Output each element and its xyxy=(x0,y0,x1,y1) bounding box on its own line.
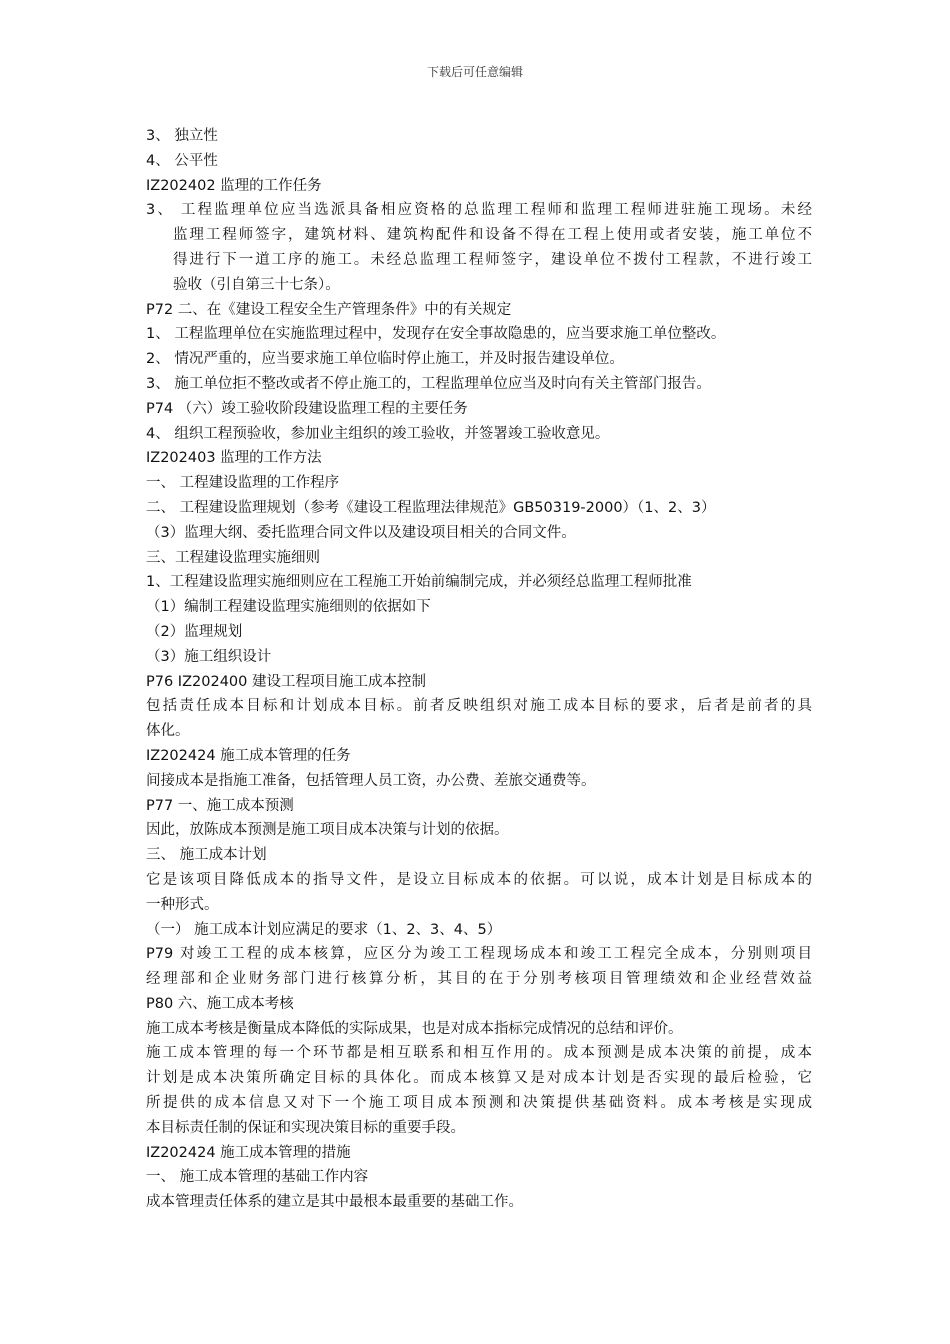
text-line: 一、 工程建设监理的工作程序 xyxy=(146,475,340,492)
text-line: P77 一、施工成本预测 xyxy=(146,797,294,814)
text-line: 本目标责任制的保证和实现决策目标的重要手段。 xyxy=(146,1119,465,1136)
text-line: （2）监理规划 xyxy=(146,623,243,640)
text-line: 一种形式。 xyxy=(146,896,219,913)
text-line: P76 IZ202400 建设工程项目施工成本控制 xyxy=(146,673,426,690)
page-header: 下载后可任意编辑 xyxy=(426,65,523,79)
text-line: P72 二、在《建设工程安全生产管理条件》中的有关规定 xyxy=(146,301,512,318)
text-line: 3、 工程监理单位应当选派具备相应资格的总监理工程师和监理工程师进驻施工现场。未经 xyxy=(146,202,812,219)
text-line: 4、 组织工程预验收，参加业主组织的竣工验收，并签署竣工验收意见。 xyxy=(146,425,610,442)
text-line: 1、 工程监理单位在实施监理过程中，发现存在安全事故隐患的，应当要求施工单位整改。 xyxy=(146,326,726,343)
text-line: 经理部和企业财务部门进行核算分析，其目的在于分别考核项目管理绩效和企业经营效益 xyxy=(146,971,812,988)
text-line: 因此，放陈成本预测是施工项目成本决策与计划的依据。 xyxy=(146,822,509,839)
text-line: P80 六、施工成本考核 xyxy=(146,995,294,1012)
text-line: IZ202424 施工成本管理的措施 xyxy=(146,1144,351,1161)
text-line: 体化。 xyxy=(146,723,190,740)
text-line: P79 对竣工工程的成本核算，应区分为竣工工程现场成本和竣工工程完全成本，分别则项目 xyxy=(146,946,812,963)
text-line: 计划是成本决策所确定目标的具体化。而成本核算又是对成本计划是否实现的最后检验，它 xyxy=(146,1070,812,1087)
text-line: （3）监理大纲、委托监理合同文件以及建设项目相关的合同文件。 xyxy=(146,524,576,541)
text-line: （1）编制工程建设监理实施细则的依据如下 xyxy=(146,599,431,616)
text-line: 成本管理责任体系的建立是其中最根本最重要的基础工作。 xyxy=(146,1194,523,1211)
text-line: 施工成本管理的每一个环节都是相互联系和相互作用的。成本预测是成本决策的前提，成本 xyxy=(146,1045,812,1062)
text-line: 施工成本考核是衡量成本降低的实际成果，也是对成本指标完成情况的总结和评价。 xyxy=(146,1020,683,1037)
text-line: IZ202402 监理的工作任务 xyxy=(146,177,322,194)
text-line: 2、 情况严重的，应当要求施工单位临时停止施工，并及时报告建设单位。 xyxy=(146,351,624,368)
text-line: 三、工程建设监理实施细则 xyxy=(146,549,320,566)
text-line: （3）施工组织设计 xyxy=(146,648,272,665)
text-line: 所提供的成本信息又对下一个施工项目成本预测和决策提供基础资料。成本考核是实现成 xyxy=(146,1095,812,1112)
text-line: 3、 独立性 xyxy=(146,128,218,144)
text-line: 监理工程师签字，建筑材料、建筑构配件和设备不得在工程上使用或者安装，施工单位不 xyxy=(173,227,812,244)
document-body xyxy=(146,124,812,1215)
text-line: 4、 公平性 xyxy=(146,152,218,169)
text-line: P74 （六）竣工验收阶段建设监理工程的主要任务 xyxy=(146,400,468,417)
text-line: 间接成本是指施工准备，包括管理人员工资，办公费、差旅交通费等。 xyxy=(146,772,596,789)
text-line: 得进行下一道工序的施工。未经总监理工程师签字，建设单位不拨付工程款，不进行竣工 xyxy=(173,251,812,268)
text-line: 一、 施工成本管理的基础工作内容 xyxy=(146,1169,369,1186)
text-line: 二、 工程建设监理规划（参考《建设工程监理法律规范》GB50319-2000）（1、2、3） xyxy=(146,499,716,516)
text-line: 1、工程建设监理实施细则应在工程施工开始前编制完成，并必须经总监理工程师批准 xyxy=(146,574,692,591)
text-line: 包括责任成本目标和计划成本目标。前者反映组织对施工成本目标的要求，后者是前者的具 xyxy=(146,698,812,715)
text-line: IZ202403 监理的工作方法 xyxy=(146,450,322,467)
text-line: IZ202424 施工成本管理的任务 xyxy=(146,747,351,764)
text-line: 它是该项目降低成本的指导文件，是设立目标成本的依据。可以说，成本计划是目标成本的 xyxy=(146,871,812,888)
text-line: （一） 施工成本计划应满足的要求（1、2、3、4、5） xyxy=(146,921,502,938)
text-line: 3、 施工单位拒不整改或者不停止施工的，工程监理单位应当及时向有关主管部门报告。 xyxy=(146,375,711,392)
text-line: 验收（引自第三十七条）。 xyxy=(173,276,340,293)
text-line: 三、 施工成本计划 xyxy=(146,847,267,864)
